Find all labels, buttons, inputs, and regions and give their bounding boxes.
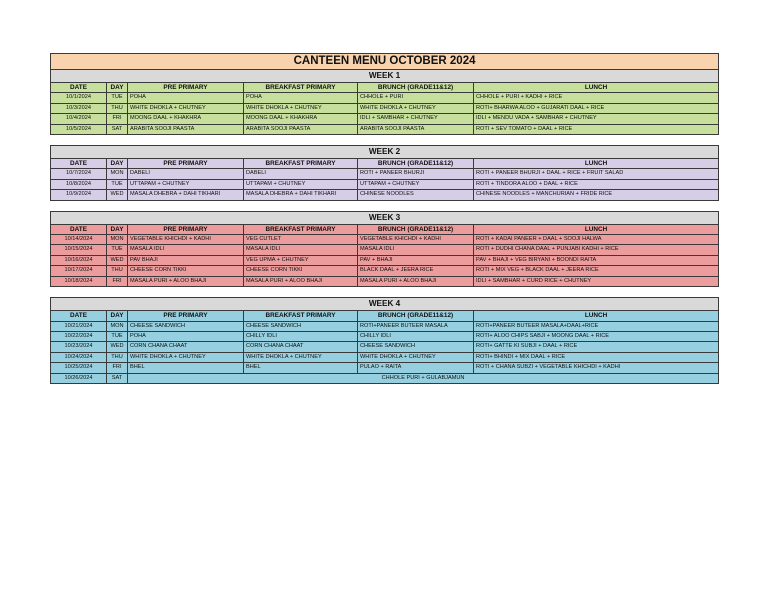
week-gap (51, 200, 719, 211)
spacer (51, 200, 719, 211)
column-header: DAY (107, 224, 128, 234)
date-cell: 10/8/2024 (51, 179, 107, 189)
pre-primary-cell: CHEESE SANDWICH (128, 321, 244, 331)
brunch-cell: MASALA PURI + ALOO BHAJI (358, 276, 474, 286)
column-header: LUNCH (474, 83, 719, 93)
table-row (51, 190, 719, 200)
lunch-cell: PAV + BHAJI + VEG BIRYANI + BOONDI RAITA (474, 255, 719, 265)
pre-primary-cell: MASALA DHEBRA + DAHI TIKHARI (128, 190, 244, 200)
lunch-cell: ROTI+ BHARWA ALOO + GUJARATI DAAL + RICE (474, 103, 719, 113)
column-header: BRUNCH (GRADE11&12) (358, 224, 474, 234)
brunch-cell: BLACK DAAL + JEERA RICE (358, 266, 474, 276)
brunch-cell: WHITE DHOKLA + CHUTNEY (358, 103, 474, 113)
lunch-cell: ROTI+ ALOO CHIPS SABJI + MOONG DAAL + RICE (474, 331, 719, 341)
pre-primary-cell: WHITE DHOKLA + CHUTNEY (128, 103, 244, 113)
brunch-cell: PULAO + RAITA (358, 363, 474, 373)
lunch-cell: ROTI + KADAI PANEER + DAAL + SOOJI HALWA (474, 235, 719, 245)
breakfast-primary-cell: UTTAPAM + CHUTNEY (244, 179, 358, 189)
lunch-cell: CHINESE NOODLES + MANCHURIAN + FRIDE RICE (474, 190, 719, 200)
brunch-cell: CHINESE NOODLES (358, 190, 474, 200)
column-header: LUNCH (474, 224, 719, 234)
breakfast-primary-cell: CHEESE CORN TIKKI (244, 266, 358, 276)
pre-primary-cell: DABELI (128, 169, 244, 179)
breakfast-primary-cell: DABELI (244, 169, 358, 179)
day-cell: TUE (107, 93, 128, 103)
lunch-cell: ROTI + DUDHI CHANA DAAL + PUNJABI KADHI + RICE (474, 245, 719, 255)
day-cell: SAT (107, 373, 128, 383)
brunch-cell: CHHOLE + PURI (358, 93, 474, 103)
day-cell: THU (107, 352, 128, 362)
menu-table (50, 53, 719, 384)
date-cell: 10/1/2024 (51, 93, 107, 103)
week-label: WEEK 1 (51, 70, 719, 83)
day-cell: WED (107, 255, 128, 265)
column-header-row (51, 83, 719, 93)
spacer (51, 287, 719, 298)
brunch-cell: PAV + BHAJI (358, 255, 474, 265)
week-label-row (51, 211, 719, 224)
breakfast-primary-cell: MASALA DHEBRA + DAHI TIKHARI (244, 190, 358, 200)
brunch-cell: ROTI+PANEER BUTEER MASALA (358, 321, 474, 331)
brunch-cell: CHEESE SANDWICH (358, 342, 474, 352)
pre-primary-cell: MASALA IDLI (128, 245, 244, 255)
column-header: BREAKFAST PRIMARY (244, 224, 358, 234)
table-row (51, 373, 719, 383)
day-cell: TUE (107, 245, 128, 255)
column-header: BRUNCH (GRADE11&12) (358, 83, 474, 93)
title-row (51, 54, 719, 70)
brunch-cell: CHILLY IDLI (358, 331, 474, 341)
pre-primary-cell: BHEL (128, 363, 244, 373)
column-header: LUNCH (474, 311, 719, 321)
column-header: DATE (51, 224, 107, 234)
day-cell: FRI (107, 114, 128, 124)
table-row (51, 103, 719, 113)
lunch-cell: ROTI + TINDORA ALOO + DAAL + RICE (474, 179, 719, 189)
table-row (51, 363, 719, 373)
day-cell: WED (107, 342, 128, 352)
day-cell: MON (107, 321, 128, 331)
day-cell: THU (107, 266, 128, 276)
pre-primary-cell: CORN CHANA CHAAT (128, 342, 244, 352)
table-row (51, 321, 719, 331)
week-label-row (51, 298, 719, 311)
pre-primary-cell: POHA (128, 331, 244, 341)
column-header-row (51, 159, 719, 169)
brunch-cell: WHITE DHOKLA + CHUTNEY (358, 352, 474, 362)
breakfast-primary-cell: CHEESE SANDWICH (244, 321, 358, 331)
day-cell: WED (107, 190, 128, 200)
breakfast-primary-cell: WHITE DHOKLA + CHUTNEY (244, 352, 358, 362)
combined-menu-cell: CHHOLE PURI + GULABJAMUN (128, 373, 719, 383)
lunch-cell: ROTI + MIX VEG + BLACK DAAL + JEERA RICE (474, 266, 719, 276)
lunch-cell: ROTI + CHANA SUBZI + VEGETABLE KHICHDI + KADHI (474, 363, 719, 373)
brunch-cell: IDLI + SAMBHAR + CHUTNEY (358, 114, 474, 124)
lunch-cell: ROTI+ BHINDI + MIX DAAL + RICE (474, 352, 719, 362)
day-cell: THU (107, 103, 128, 113)
day-cell: TUE (107, 179, 128, 189)
column-header: BREAKFAST PRIMARY (244, 83, 358, 93)
date-cell: 10/23/2024 (51, 342, 107, 352)
pre-primary-cell: POHA (128, 93, 244, 103)
lunch-cell: IDLI + SAMBHAR + CURD RICE + CHUTNEY (474, 276, 719, 286)
column-header: DATE (51, 311, 107, 321)
date-cell: 10/16/2024 (51, 255, 107, 265)
day-cell: MON (107, 235, 128, 245)
table-row (51, 114, 719, 124)
table-row (51, 169, 719, 179)
table-row (51, 352, 719, 362)
breakfast-primary-cell: MASALA PURI + ALOO BHAJI (244, 276, 358, 286)
lunch-cell: CHHOLE + PURI + KADHI + RICE (474, 93, 719, 103)
table-row (51, 331, 719, 341)
date-cell: 10/15/2024 (51, 245, 107, 255)
breakfast-primary-cell: MASALA IDLI (244, 245, 358, 255)
brunch-cell: VEGETABLE KHICHDI + KADHI (358, 235, 474, 245)
column-header: BREAKFAST PRIMARY (244, 311, 358, 321)
brunch-cell: ROTI + PANEER BHURJI (358, 169, 474, 179)
week-label-row (51, 146, 719, 159)
pre-primary-cell: MOONG DAAL + KHAKHRA (128, 114, 244, 124)
breakfast-primary-cell: POHA (244, 93, 358, 103)
pre-primary-cell: WHITE DHOKLA + CHUTNEY (128, 352, 244, 362)
day-cell: FRI (107, 363, 128, 373)
date-cell: 10/14/2024 (51, 235, 107, 245)
brunch-cell: ARABITA SOOJI PAASTA (358, 124, 474, 134)
date-cell: 10/7/2024 (51, 169, 107, 179)
column-header: PRE PRIMARY (128, 159, 244, 169)
breakfast-primary-cell: WHITE DHOKLA + CHUTNEY (244, 103, 358, 113)
date-cell: 10/24/2024 (51, 352, 107, 362)
breakfast-primary-cell: CORN CHANA CHAAT (244, 342, 358, 352)
menu-sheet (50, 53, 718, 384)
date-cell: 10/26/2024 (51, 373, 107, 383)
date-cell: 10/17/2024 (51, 266, 107, 276)
lunch-cell: ROTI + PANEER BHURJI + DAAL + RICE + FRUIT SALAD (474, 169, 719, 179)
brunch-cell: MASALA IDLI (358, 245, 474, 255)
lunch-cell: ROTI + SEV TOMATO + DAAL + RICE (474, 124, 719, 134)
day-cell: SAT (107, 124, 128, 134)
table-row (51, 235, 719, 245)
date-cell: 10/9/2024 (51, 190, 107, 200)
column-header: DAY (107, 83, 128, 93)
date-cell: 10/22/2024 (51, 331, 107, 341)
table-row (51, 255, 719, 265)
column-header-row (51, 224, 719, 234)
week-gap (51, 135, 719, 146)
table-row (51, 276, 719, 286)
column-header: LUNCH (474, 159, 719, 169)
column-header: PRE PRIMARY (128, 83, 244, 93)
page-title: CANTEEN MENU OCTOBER 2024 (51, 54, 719, 70)
spacer (51, 135, 719, 146)
breakfast-primary-cell: CHILLY IDLI (244, 331, 358, 341)
pre-primary-cell: CHEESE CORN TIKKI (128, 266, 244, 276)
table-row (51, 245, 719, 255)
lunch-cell: IDLI + MENDU VADA + SAMBHAR + CHUTNEY (474, 114, 719, 124)
brunch-cell: UTTAPAM + CHUTNEY (358, 179, 474, 189)
day-cell: FRI (107, 276, 128, 286)
table-row (51, 342, 719, 352)
pre-primary-cell: PAV BHAJI (128, 255, 244, 265)
date-cell: 10/25/2024 (51, 363, 107, 373)
column-header: DATE (51, 159, 107, 169)
table-row (51, 179, 719, 189)
pre-primary-cell: ARABITA SOOJI PAASTA (128, 124, 244, 134)
table-row (51, 124, 719, 134)
column-header: DAY (107, 311, 128, 321)
date-cell: 10/3/2024 (51, 103, 107, 113)
week-gap (51, 287, 719, 298)
column-header: PRE PRIMARY (128, 311, 244, 321)
pre-primary-cell: UTTAPAM + CHUTNEY (128, 179, 244, 189)
lunch-cell: ROTI+ GATTE KI SUBJI + DAAL + RICE (474, 342, 719, 352)
week-label: WEEK 3 (51, 211, 719, 224)
column-header-row (51, 311, 719, 321)
date-cell: 10/5/2024 (51, 124, 107, 134)
date-cell: 10/18/2024 (51, 276, 107, 286)
lunch-cell: ROTI+PANEER BUTEER MASALA+DAAL+RICE (474, 321, 719, 331)
column-header: PRE PRIMARY (128, 224, 244, 234)
table-row (51, 93, 719, 103)
column-header: BREAKFAST PRIMARY (244, 159, 358, 169)
table-row (51, 266, 719, 276)
column-header: DAY (107, 159, 128, 169)
day-cell: TUE (107, 331, 128, 341)
pre-primary-cell: VEGETABLE KHICHDI + KADHI (128, 235, 244, 245)
breakfast-primary-cell: ARABITA SOOJI PAASTA (244, 124, 358, 134)
week-label-row (51, 70, 719, 83)
column-header: BRUNCH (GRADE11&12) (358, 311, 474, 321)
breakfast-primary-cell: VEG CUTLET (244, 235, 358, 245)
breakfast-primary-cell: VEG UPMA + CHUTNEY (244, 255, 358, 265)
week-label: WEEK 4 (51, 298, 719, 311)
week-label: WEEK 2 (51, 146, 719, 159)
column-header: BRUNCH (GRADE11&12) (358, 159, 474, 169)
pre-primary-cell: MASALA PURI + ALOO BHAJI (128, 276, 244, 286)
column-header: DATE (51, 83, 107, 93)
breakfast-primary-cell: BHEL (244, 363, 358, 373)
day-cell: MON (107, 169, 128, 179)
date-cell: 10/4/2024 (51, 114, 107, 124)
date-cell: 10/21/2024 (51, 321, 107, 331)
breakfast-primary-cell: MOONG DAAL + KHAKHRA (244, 114, 358, 124)
